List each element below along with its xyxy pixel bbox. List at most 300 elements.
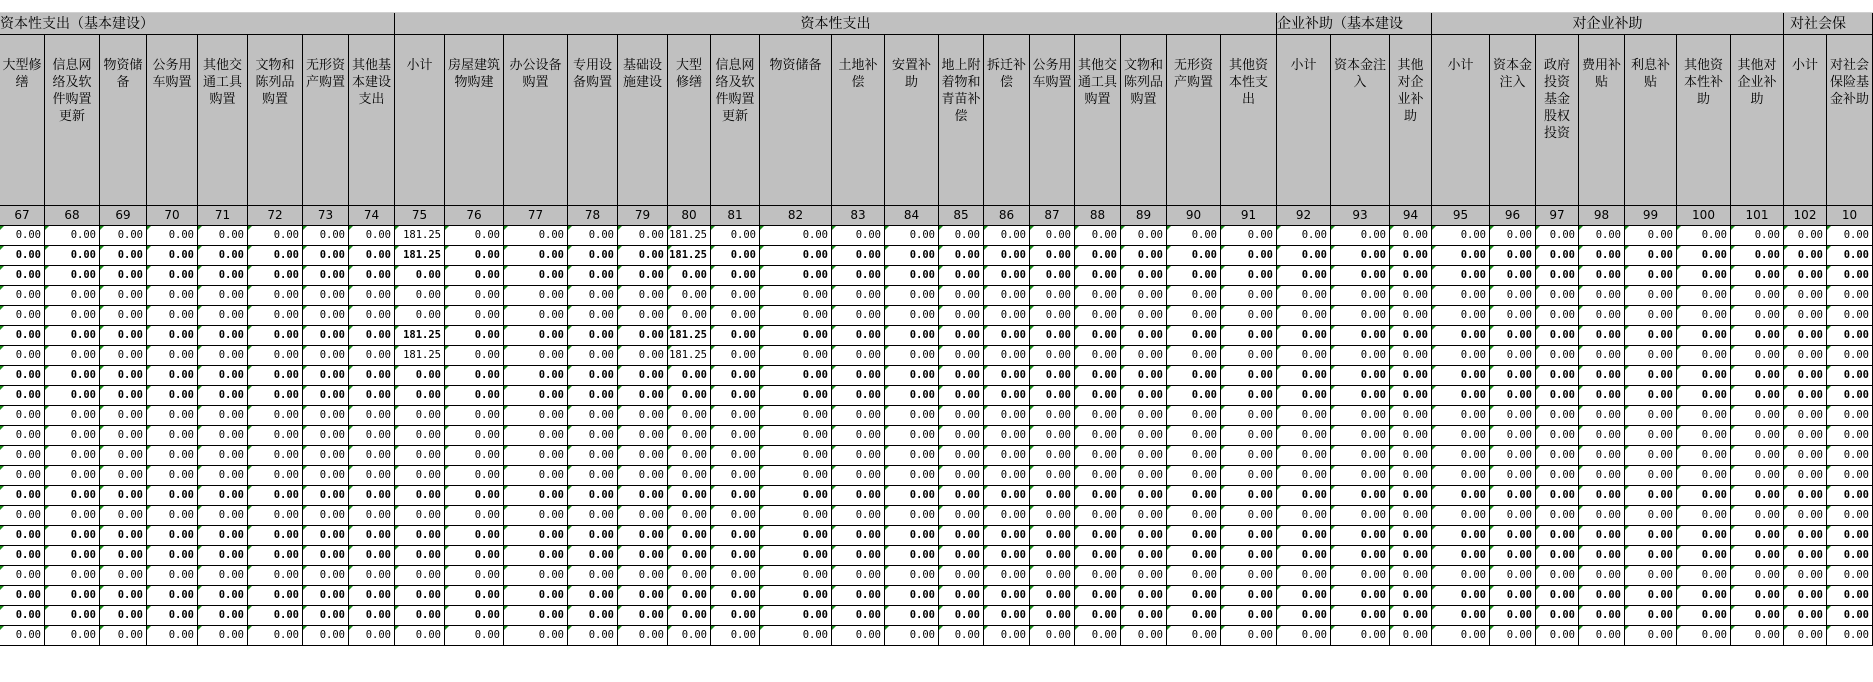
table-cell[interactable]: 0.00 [1731,366,1784,386]
table-cell[interactable]: 0.00 [1579,326,1625,346]
table-cell[interactable]: 0.00 [1784,326,1827,346]
table-cell[interactable]: 0.00 [885,626,939,646]
table-cell[interactable]: 0.00 [0,226,45,246]
table-cell[interactable]: 0.00 [1432,346,1490,366]
table-cell[interactable]: 0.00 [1536,266,1579,286]
table-cell[interactable]: 0.00 [100,566,147,586]
table-cell[interactable]: 0.00 [1625,506,1677,526]
table-cell[interactable]: 0.00 [939,426,984,446]
table-cell[interactable]: 0.00 [832,446,885,466]
table-cell[interactable]: 0.00 [1731,446,1784,466]
table-cell[interactable]: 0.00 [1221,446,1277,466]
table-cell[interactable]: 0.00 [248,326,303,346]
table-cell[interactable]: 0.00 [395,606,445,626]
table-cell[interactable]: 0.00 [1030,446,1075,466]
table-cell[interactable]: 0.00 [1030,506,1075,526]
table-cell[interactable]: 0.00 [1625,366,1677,386]
table-cell[interactable]: 0.00 [1536,366,1579,386]
table-cell[interactable]: 0.00 [445,426,504,446]
table-cell[interactable]: 0.00 [1432,386,1490,406]
table-cell[interactable]: 0.00 [760,426,832,446]
table-cell[interactable]: 0.00 [504,306,568,326]
table-cell[interactable]: 0.00 [504,606,568,626]
table-cell[interactable]: 0.00 [885,386,939,406]
table-cell[interactable]: 0.00 [1390,626,1432,646]
table-cell[interactable]: 0.00 [1075,246,1121,266]
table-cell[interactable]: 0.00 [760,546,832,566]
table-cell[interactable]: 0.00 [0,286,45,306]
table-cell[interactable]: 0.00 [1579,466,1625,486]
table-cell[interactable]: 0.00 [1075,346,1121,366]
table-cell[interactable]: 0.00 [1490,406,1536,426]
table-cell[interactable]: 0.00 [618,586,668,606]
table-cell[interactable]: 0.00 [885,266,939,286]
table-cell[interactable]: 0.00 [1490,506,1536,526]
table-cell[interactable]: 0.00 [618,326,668,346]
table-cell[interactable]: 0.00 [0,386,45,406]
table-cell[interactable]: 0.00 [618,306,668,326]
table-cell[interactable]: 0.00 [198,526,248,546]
table-cell[interactable]: 0.00 [568,266,618,286]
table-cell[interactable]: 0.00 [1331,486,1390,506]
table-cell[interactable]: 0.00 [668,406,711,426]
table-cell[interactable]: 0.00 [198,586,248,606]
table-cell[interactable]: 0.00 [1390,466,1432,486]
table-cell[interactable]: 0.00 [248,366,303,386]
table-cell[interactable]: 0.00 [45,366,100,386]
table-cell[interactable]: 0.00 [1731,286,1784,306]
table-cell[interactable]: 0.00 [618,366,668,386]
table-cell[interactable]: 0.00 [1784,366,1827,386]
table-cell[interactable]: 0.00 [1731,626,1784,646]
table-cell[interactable]: 0.00 [885,486,939,506]
table-cell[interactable]: 0.00 [100,446,147,466]
table-cell[interactable]: 0.00 [303,626,349,646]
table-cell[interactable]: 0.00 [1030,466,1075,486]
table-cell[interactable]: 0.00 [1277,326,1331,346]
table-cell[interactable]: 0.00 [1731,346,1784,366]
table-cell[interactable]: 0.00 [1390,546,1432,566]
table-cell[interactable]: 0.00 [984,266,1030,286]
table-cell[interactable]: 0.00 [147,266,198,286]
table-cell[interactable]: 0.00 [1390,506,1432,526]
table-cell[interactable]: 0.00 [832,386,885,406]
table-cell[interactable]: 0.00 [147,506,198,526]
table-cell[interactable]: 0.00 [1490,566,1536,586]
table-cell[interactable]: 0.00 [45,426,100,446]
table-cell[interactable]: 0.00 [1432,246,1490,266]
table-cell[interactable]: 0.00 [1579,566,1625,586]
table-cell[interactable]: 0.00 [100,366,147,386]
table-cell[interactable]: 0.00 [1677,586,1731,606]
table-cell[interactable]: 0.00 [1536,346,1579,366]
table-cell[interactable]: 0.00 [1490,446,1536,466]
table-cell[interactable]: 0.00 [1490,246,1536,266]
table-cell[interactable]: 0.00 [1625,626,1677,646]
table-cell[interactable]: 0.00 [445,546,504,566]
table-cell[interactable]: 0.00 [100,406,147,426]
table-cell[interactable]: 0.00 [885,466,939,486]
table-cell[interactable]: 0.00 [349,246,395,266]
table-cell[interactable]: 0.00 [1121,426,1167,446]
table-cell[interactable]: 0.00 [1075,406,1121,426]
table-cell[interactable]: 0.00 [1121,566,1167,586]
table-cell[interactable]: 0.00 [147,246,198,266]
table-cell[interactable]: 0.00 [445,606,504,626]
table-cell[interactable]: 0.00 [984,246,1030,266]
table-cell[interactable]: 0.00 [349,426,395,446]
table-cell[interactable]: 0.00 [568,246,618,266]
table-cell[interactable]: 0.00 [395,286,445,306]
table-cell[interactable]: 0.00 [248,266,303,286]
table-cell[interactable]: 0.00 [504,426,568,446]
table-cell[interactable]: 0.00 [1579,526,1625,546]
table-cell[interactable]: 0.00 [1784,606,1827,626]
table-cell[interactable]: 0.00 [100,606,147,626]
table-cell[interactable]: 0.00 [939,546,984,566]
table-cell[interactable]: 0.00 [1490,366,1536,386]
table-cell[interactable]: 0.00 [349,406,395,426]
table-cell[interactable]: 0.00 [147,626,198,646]
table-cell[interactable]: 0.00 [1677,446,1731,466]
table-cell[interactable]: 0.00 [1432,486,1490,506]
table-cell[interactable]: 0.00 [1827,346,1873,366]
table-cell[interactable]: 0.00 [1121,506,1167,526]
table-cell[interactable]: 0.00 [1625,486,1677,506]
table-cell[interactable]: 0.00 [1030,526,1075,546]
table-cell[interactable]: 0.00 [1331,366,1390,386]
table-cell[interactable]: 0.00 [1490,286,1536,306]
table-cell[interactable]: 0.00 [1121,606,1167,626]
table-cell[interactable]: 0.00 [198,486,248,506]
table-cell[interactable]: 0.00 [303,266,349,286]
table-cell[interactable]: 0.00 [984,426,1030,446]
table-cell[interactable]: 0.00 [618,226,668,246]
table-cell[interactable]: 0.00 [885,306,939,326]
table-cell[interactable]: 0.00 [885,226,939,246]
table-cell[interactable]: 0.00 [1167,326,1221,346]
table-cell[interactable]: 0.00 [1677,406,1731,426]
table-cell[interactable]: 0.00 [1432,626,1490,646]
table-cell[interactable]: 0.00 [100,226,147,246]
table-cell[interactable]: 0.00 [1731,566,1784,586]
table-cell[interactable]: 0.00 [1784,406,1827,426]
table-cell[interactable]: 0.00 [885,346,939,366]
table-cell[interactable]: 0.00 [1277,406,1331,426]
table-cell[interactable]: 0.00 [1030,366,1075,386]
table-cell[interactable]: 0.00 [711,326,760,346]
table-cell[interactable]: 0.00 [303,346,349,366]
table-cell[interactable]: 0.00 [45,286,100,306]
table-cell[interactable]: 0.00 [832,626,885,646]
table-cell[interactable]: 0.00 [1731,326,1784,346]
table-cell[interactable]: 0.00 [504,546,568,566]
table-cell[interactable]: 0.00 [939,466,984,486]
table-cell[interactable]: 0.00 [1331,466,1390,486]
table-cell[interactable]: 0.00 [1625,446,1677,466]
table-cell[interactable]: 0.00 [248,386,303,406]
table-cell[interactable]: 0.00 [1625,546,1677,566]
table-cell[interactable]: 0.00 [568,466,618,486]
table-cell[interactable]: 0.00 [832,486,885,506]
table-cell[interactable]: 0.00 [568,606,618,626]
table-cell[interactable]: 0.00 [1030,606,1075,626]
table-cell[interactable]: 0.00 [1536,426,1579,446]
table-cell[interactable]: 0.00 [1167,626,1221,646]
table-cell[interactable]: 0.00 [1827,566,1873,586]
table-cell[interactable]: 0.00 [1221,426,1277,446]
table-cell[interactable]: 0.00 [1731,306,1784,326]
table-cell[interactable]: 0.00 [1390,606,1432,626]
table-cell[interactable]: 0.00 [1075,386,1121,406]
table-cell[interactable]: 0.00 [198,546,248,566]
table-cell[interactable]: 0.00 [445,466,504,486]
table-cell[interactable]: 0.00 [1432,546,1490,566]
table-cell[interactable]: 0.00 [1536,406,1579,426]
table-cell[interactable]: 0.00 [760,266,832,286]
table-cell[interactable]: 0.00 [1579,586,1625,606]
table-cell[interactable]: 0.00 [1075,526,1121,546]
table-cell[interactable]: 0.00 [711,586,760,606]
table-cell[interactable]: 0.00 [1075,546,1121,566]
table-cell[interactable]: 0.00 [1536,246,1579,266]
table-cell[interactable]: 0.00 [198,606,248,626]
table-cell[interactable]: 0.00 [1390,446,1432,466]
table-cell[interactable]: 0.00 [1432,466,1490,486]
table-cell[interactable]: 0.00 [1784,586,1827,606]
table-cell[interactable]: 0.00 [1030,266,1075,286]
table-cell[interactable]: 0.00 [939,626,984,646]
table-cell[interactable]: 0.00 [984,366,1030,386]
table-cell[interactable]: 0.00 [1677,246,1731,266]
table-cell[interactable]: 0.00 [100,306,147,326]
table-cell[interactable]: 0.00 [504,346,568,366]
table-cell[interactable]: 0.00 [1579,266,1625,286]
table-cell[interactable]: 0.00 [1121,246,1167,266]
table-cell[interactable]: 0.00 [984,386,1030,406]
table-cell[interactable]: 0.00 [445,306,504,326]
table-cell[interactable]: 0.00 [45,486,100,506]
table-cell[interactable]: 0.00 [1579,226,1625,246]
table-cell[interactable]: 0.00 [1677,546,1731,566]
table-cell[interactable]: 0.00 [504,266,568,286]
table-cell[interactable]: 0.00 [1030,306,1075,326]
table-cell[interactable]: 0.00 [1579,486,1625,506]
table-cell[interactable]: 0.00 [939,586,984,606]
table-cell[interactable]: 0.00 [1731,246,1784,266]
table-cell[interactable]: 0.00 [349,266,395,286]
table-cell[interactable]: 0.00 [1579,246,1625,266]
table-cell[interactable]: 0.00 [984,546,1030,566]
table-cell[interactable]: 0.00 [1677,366,1731,386]
table-cell[interactable]: 0.00 [349,626,395,646]
table-cell[interactable]: 0.00 [1579,506,1625,526]
table-cell[interactable]: 0.00 [1331,346,1390,366]
table-cell[interactable]: 0.00 [885,546,939,566]
table-cell[interactable]: 0.00 [711,226,760,246]
table-cell[interactable]: 0.00 [395,486,445,506]
table-cell[interactable]: 181.25 [395,226,445,246]
table-cell[interactable]: 0.00 [0,546,45,566]
table-cell[interactable]: 0.00 [832,586,885,606]
table-cell[interactable]: 0.00 [1030,426,1075,446]
table-cell[interactable]: 0.00 [1221,626,1277,646]
table-cell[interactable]: 0.00 [1625,326,1677,346]
table-cell[interactable]: 0.00 [303,486,349,506]
table-cell[interactable]: 0.00 [1331,386,1390,406]
table-cell[interactable]: 0.00 [618,386,668,406]
table-cell[interactable]: 0.00 [618,546,668,566]
table-cell[interactable]: 0.00 [0,326,45,346]
table-cell[interactable]: 0.00 [0,606,45,626]
table-cell[interactable]: 181.25 [668,226,711,246]
table-cell[interactable]: 0.00 [0,426,45,446]
table-cell[interactable]: 0.00 [668,506,711,526]
table-cell[interactable]: 0.00 [1075,506,1121,526]
table-cell[interactable]: 0.00 [984,286,1030,306]
table-cell[interactable]: 0.00 [760,626,832,646]
table-cell[interactable]: 0.00 [1277,346,1331,366]
table-cell[interactable]: 0.00 [45,626,100,646]
table-cell[interactable]: 181.25 [395,246,445,266]
table-cell[interactable]: 0.00 [1536,546,1579,566]
table-cell[interactable]: 0.00 [711,346,760,366]
table-cell[interactable]: 0.00 [395,426,445,446]
table-cell[interactable]: 0.00 [1731,386,1784,406]
table-cell[interactable]: 0.00 [618,486,668,506]
table-cell[interactable]: 0.00 [1030,406,1075,426]
table-cell[interactable]: 0.00 [1075,286,1121,306]
table-cell[interactable]: 0.00 [1731,486,1784,506]
table-cell[interactable]: 0.00 [1390,486,1432,506]
table-cell[interactable]: 0.00 [1121,546,1167,566]
table-cell[interactable]: 0.00 [147,466,198,486]
table-cell[interactable]: 0.00 [1579,346,1625,366]
table-cell[interactable]: 0.00 [1536,386,1579,406]
table-cell[interactable]: 0.00 [45,586,100,606]
table-cell[interactable]: 0.00 [1075,226,1121,246]
table-cell[interactable]: 0.00 [568,506,618,526]
table-cell[interactable]: 0.00 [1331,446,1390,466]
table-cell[interactable]: 0.00 [45,306,100,326]
table-cell[interactable]: 0.00 [668,526,711,546]
table-cell[interactable]: 0.00 [349,446,395,466]
table-cell[interactable]: 0.00 [1121,266,1167,286]
table-cell[interactable]: 0.00 [504,566,568,586]
table-cell[interactable]: 0.00 [1677,506,1731,526]
table-cell[interactable]: 0.00 [1827,606,1873,626]
table-cell[interactable]: 0.00 [1827,406,1873,426]
table-cell[interactable]: 0.00 [45,506,100,526]
table-cell[interactable]: 0.00 [1277,246,1331,266]
table-cell[interactable]: 0.00 [1331,626,1390,646]
table-cell[interactable]: 0.00 [711,266,760,286]
table-cell[interactable]: 0.00 [1490,486,1536,506]
table-cell[interactable]: 0.00 [1784,486,1827,506]
table-cell[interactable]: 0.00 [1167,526,1221,546]
table-cell[interactable]: 0.00 [1677,526,1731,546]
table-cell[interactable]: 0.00 [1579,286,1625,306]
table-cell[interactable]: 0.00 [395,366,445,386]
table-cell[interactable]: 0.00 [1030,546,1075,566]
table-cell[interactable]: 0.00 [984,346,1030,366]
table-cell[interactable]: 0.00 [1390,226,1432,246]
table-cell[interactable]: 0.00 [1331,326,1390,346]
table-cell[interactable]: 0.00 [147,326,198,346]
table-cell[interactable]: 0.00 [760,346,832,366]
table-cell[interactable]: 0.00 [198,366,248,386]
table-cell[interactable]: 0.00 [618,286,668,306]
table-cell[interactable]: 0.00 [568,346,618,366]
table-cell[interactable]: 0.00 [395,266,445,286]
table-cell[interactable]: 0.00 [1167,606,1221,626]
table-cell[interactable]: 0.00 [1579,386,1625,406]
table-cell[interactable]: 0.00 [303,546,349,566]
table-cell[interactable]: 0.00 [1390,286,1432,306]
table-cell[interactable]: 0.00 [1490,466,1536,486]
table-cell[interactable]: 0.00 [1390,426,1432,446]
table-cell[interactable]: 0.00 [303,326,349,346]
table-cell[interactable]: 0.00 [1075,366,1121,386]
table-cell[interactable]: 0.00 [445,566,504,586]
table-cell[interactable]: 0.00 [984,606,1030,626]
table-cell[interactable]: 0.00 [0,246,45,266]
table-cell[interactable]: 0.00 [1121,446,1167,466]
table-cell[interactable]: 0.00 [832,606,885,626]
table-cell[interactable]: 0.00 [1625,306,1677,326]
table-cell[interactable]: 0.00 [1827,466,1873,486]
table-cell[interactable]: 0.00 [45,406,100,426]
table-cell[interactable]: 0.00 [1121,486,1167,506]
table-cell[interactable]: 0.00 [147,546,198,566]
table-cell[interactable]: 0.00 [198,406,248,426]
table-cell[interactable]: 0.00 [1432,366,1490,386]
table-cell[interactable]: 0.00 [147,486,198,506]
table-cell[interactable]: 0.00 [1221,306,1277,326]
table-cell[interactable]: 0.00 [100,346,147,366]
table-cell[interactable]: 0.00 [303,566,349,586]
table-cell[interactable]: 0.00 [198,246,248,266]
table-cell[interactable]: 0.00 [395,386,445,406]
table-cell[interactable]: 0.00 [445,626,504,646]
table-cell[interactable]: 0.00 [1432,286,1490,306]
table-cell[interactable]: 0.00 [349,486,395,506]
table-cell[interactable]: 0.00 [1277,286,1331,306]
table-cell[interactable]: 0.00 [885,506,939,526]
table-cell[interactable]: 0.00 [1536,506,1579,526]
table-cell[interactable]: 0.00 [711,386,760,406]
table-cell[interactable]: 0.00 [349,286,395,306]
table-cell[interactable]: 0.00 [1827,446,1873,466]
table-cell[interactable]: 0.00 [832,326,885,346]
table-cell[interactable]: 0.00 [1030,346,1075,366]
table-cell[interactable]: 0.00 [1390,386,1432,406]
table-cell[interactable]: 0.00 [0,366,45,386]
table-cell[interactable]: 0.00 [100,266,147,286]
table-cell[interactable]: 0.00 [984,466,1030,486]
table-cell[interactable]: 0.00 [832,366,885,386]
table-cell[interactable]: 0.00 [568,406,618,426]
table-cell[interactable]: 0.00 [1075,266,1121,286]
table-cell[interactable]: 0.00 [1432,326,1490,346]
table-cell[interactable]: 0.00 [1677,486,1731,506]
table-cell[interactable]: 0.00 [568,306,618,326]
table-cell[interactable]: 0.00 [568,586,618,606]
table-cell[interactable]: 0.00 [1432,526,1490,546]
table-cell[interactable]: 0.00 [1677,606,1731,626]
table-cell[interactable]: 0.00 [349,226,395,246]
table-cell[interactable]: 0.00 [568,486,618,506]
